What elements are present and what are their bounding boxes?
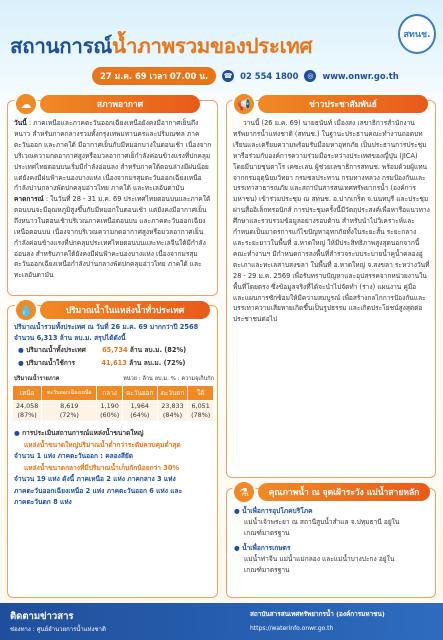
title-highlight: น้ำภาพรวมของประเทศ [112, 34, 313, 58]
row-label: ปริมาณน้ำใช้การ [26, 359, 76, 367]
medium-detail-2: ภาคตะวันออกเฉียงเหนือ 2 แห่ง ภาคตะวันออก 6 แห่ง และ [14, 486, 183, 495]
page-title [10, 30, 350, 63]
header [0, 0, 443, 92]
forecast-text: : ในวันที่ 28 - 31 ม.ค. 69 ประเทศไทยตอนบนและภาคใต้ตอนบนจะมีอุณหภูมิสูงขึ้นกับมีหมอกในตอนเช้า แต่ยังคงมีอากาศเย็นถึงหนาวในตอนเช้าบริเวณภาคเหนือตอนบน และภาคตะวันออกเฉียงเหนือตอนบน เนื่องจากบริเวณความกดอากาศสูงหรือมวลอากาศเย็นกำลังค่อนข้างแรงที่ปกคลุมประเทศไทยตอนบนและทะเลจีนใต้มีกำลังอ่อนลง สำหรับภาคใต้ยังคงมีฝนฟ้าคะนองบางแห่ง เนื่องจากมรสุมตะวันออกเฉียงเหนือกำลังปานกลางพัดปกคลุมอ่าวไทย ภาคใต้ และทะเลอันดามัน [14, 195, 211, 280]
cell-value: 1,964 [130, 402, 149, 410]
footer-org-name: สถาบันสารสนเทศทรัพยากรน้ำ (องค์การมหาชน) [250, 610, 385, 618]
today-label: วันนี้ [14, 119, 27, 127]
phone-number: 02 554 1800 [240, 71, 299, 81]
medium-title: แหล่งน้ำขนาดกลางที่มีปริมาณน้ำเก็บกักน้อยกว่า 30% [24, 463, 180, 472]
col-header: เหนือ [13, 386, 42, 401]
storage-heading: ปริมาณน้ำในแหล่งน้ำทั่วประเทศ [40, 301, 210, 319]
cell-value: 1,190 [100, 402, 119, 410]
logo-text: สทนช. [403, 30, 431, 40]
summary-line-1: ปริมาณน้ำรวมทั้งประเทศ ณ วันที่ 26 ม.ค. 69 มากกว่าปี 2568 [14, 323, 199, 331]
cell-percent: (72%) [59, 411, 79, 419]
table-row [13, 401, 214, 422]
table-cell [13, 401, 42, 422]
weather-heading: สภาพอากาศ [40, 95, 200, 113]
cell-value: 6,051 [191, 402, 210, 410]
storage-summary [14, 322, 214, 344]
cell-value: 8,619 [60, 402, 79, 410]
quality-item-line2: เกณฑ์มาตรฐาน [244, 529, 290, 537]
col-header: ตะวันออก [122, 386, 157, 401]
table-unit: หน่วย : ล้าน ลบ.ม. % : ความจุเก็บกัก [123, 376, 214, 382]
cell-percent: (60%) [100, 411, 120, 419]
row-label: ปริมาณน้ำทั้งประเทศ [26, 346, 86, 354]
globe-icon: ◎ [304, 70, 316, 82]
footer-org-url[interactable]: https://waterinfo.onwr.go.th [250, 625, 334, 632]
row-unit: ล้าน ลบ.ม. (82%) [129, 346, 187, 354]
table-cell [157, 401, 188, 422]
table-caption: ปริมาณน้ำรายภาค [14, 376, 60, 382]
date-badge: 27 ม.ค. 69 เวลา 07.00 น. [92, 67, 216, 85]
quality-item-title [234, 506, 432, 517]
water-drop-icon: 💧 [14, 298, 38, 322]
weather-icon: ☁ [14, 92, 38, 116]
forecast-label: คาดการณ์ [14, 195, 44, 203]
bullet-icon: ● [14, 429, 23, 437]
bullet-icon: ● [234, 544, 243, 552]
water-quality-icon: ⚗ [232, 480, 256, 504]
row-unit: ล้าน ลบ.ม. (72%) [129, 359, 186, 367]
news-heading: ข่าวประชาสัมพันธ์ [258, 95, 428, 113]
cell-percent: (78%) [191, 411, 211, 419]
storage-row-total [18, 345, 214, 356]
footer-contact-title: ติดตามข่าวสาร [10, 611, 74, 622]
cell-value: 24,058 [15, 402, 39, 410]
megaphone-icon: 📢 [232, 92, 256, 116]
quality-item-title [234, 543, 432, 554]
quality-item [234, 506, 432, 539]
large-title: แหล่งน้ำขนาดใหญ่ปริมาณน้ำต่ำกว่าระดับควบคุมต่ำสุด [24, 440, 181, 449]
bullet-icon: ● [18, 359, 27, 367]
table-cell [97, 401, 123, 422]
cell-value: 23,833 [161, 402, 184, 410]
today-text: : ภาคเหนือและภาคตะวันออกเฉียงเหนือยังคงมีอากาศเย็นถึงหนาว สำหรับภาคกลางรวมทั้งกรุงเทพมหานครและปริมณฑล ภาคตะวันออก และภาคใต้ มีอากาศเย็นกับมีหมอกบางในตอนเช้า เนื่องจากบริเวณความกดอากาศสูงหรือมวลอากาศเย็กำลังค่อนข้างแรงที่ปกคลุมประเทศไทยตอนบนเริ่มมีกำลังอ่อนลง สำหรับภาคใต้ตอนล่างมีฝนน้อย แต่ยังคงมีฝนฟ้าคะนองบางแห่ง เนื่องจากมรสุมตะวันออกเฉียงเหนือกำลังปานกลางพัดปกคลุมอ่าวไทย ภาคใต้ และทะเลอันดามัน [14, 119, 212, 193]
table-cell [188, 401, 214, 422]
assessment-title [14, 428, 216, 440]
news-body: วานนี้ (26 ม.ค. 69) นายธนันท์ เมืองสง เลขาธิการสำนักงานทรัพยากรน้ำแห่งชาติ (สทนช.) ในฐานะประธานคณะทำงานถอดบทเรียนและเตรียมความพร้อมรับมือมหาอุทกภัย เป็นประธานการประชุมหารือร่วมกับองค์การความร่วมมือระหว่างประเทศของญี่ปุ่น (JICA) โดยมีนายชุนตาโร เคซะเลน ผู้ช่วยเลขาธิการสทนช. พร้อมด้วยผู้แทนจากกรมอุตุนิยมวิทยา กรมชลประทาน กรมทางหลวง กรมป้องกันและบรรเทาสาธารณภัย และสถาบันสารสนเทศทรัพยากรน้ำ (องค์การมหาชน) เข้าร่วมประชุม ณ สทนช. อ.ปากเกร็ด จ.นนทบุรี และประชุมผ่านสื่ออิเล็กทรอนิกส์ การประชุมครั้งนี้มีวัตถุประสงค์เพื่อหารือแนวทางศึกษาและรวบรวมข้อมูลอย่างรอบด้าน สำหรับนำไปวิเคราะห์และกำหนดเป็นมาตรการแก้ไขปัญหาอุทกภัยทั้งในระยะสั้น ระยะกลาง และระยะยาวในพื้นที่ อ.หาดใหญ่ ให้มีประสิทธิภาพสูงสุดนอกจากนี้ คณะทำงานฯ มีกำหนดการลงพื้นที่สำรวจระบบระบายน้ำคูน้ำคลองอู่ตะเภาและทะเลสาบสงขลา ในพื้นที่ อ.หาดใหญ่ จ.สงขลา ระหว่างวันที่ 28 - 29 ม.ค. 2569 เพื่อรับทราบปัญหาและอุปสรรคจากหน่วยงานในพื้นที่โดยตรง ซึ่งข้อมูลจริงที่ได้จะนำไปจัดทำ (ร่าง) แผนงาน คู่มือ และแผนการซักซ้อมให้มีความสมบูรณ์ เพื่อสร้างกลไกการป้องกันและบรรเทาความเสียหายเกิดขึ้นเป็นรูปธรรม และเกิดประโยชน์สูงสุดต่อประชาชนต่อไป [233, 119, 430, 324]
weather-today [14, 118, 212, 194]
assessment-title-text: การประเมินสถานการณ์แหล่งน้ำขนาดใหญ่ [22, 429, 144, 437]
medium-detail-1: จำนวน 19 แห่ง ดังนี้ ภาคเหนือ 2 แห่ง ภาคกลาง 3 แห่ง [14, 475, 176, 483]
bullet-icon: ● [234, 507, 243, 515]
quality-heading: คุณภาพน้ำ ณ จุดเฝ้าระวัง แม่น้ำสายหลัก [258, 483, 430, 501]
cell-percent: (64%) [130, 411, 150, 419]
weather-forecast [14, 194, 212, 294]
phone-icon: ☎ [223, 72, 233, 80]
quality-item-title-text: น้ำเพื่อการเกษตร [242, 544, 291, 552]
cell-percent: (87%) [17, 411, 37, 419]
col-header: ตะวันออกเฉียงเหนือ [42, 386, 97, 401]
assessment-block [14, 428, 216, 509]
quality-item-line2: เกณฑ์มาตรฐาน [244, 566, 290, 574]
footer-contact-sub: ช่องทาง : ศูนย์อำนวยการน้ำแห่งชาติ [10, 626, 106, 633]
footer [0, 603, 443, 640]
bullet-icon: ● [18, 346, 27, 354]
row-value: 65,734 [102, 346, 128, 354]
storage-row-usable [18, 358, 214, 369]
table-caption-row [14, 374, 214, 385]
col-header: ใต้ [188, 386, 214, 401]
row-value: 41,613 [101, 359, 127, 367]
quality-item-title-text: น้ำเพื่อการอุปโภคบริโภค [242, 507, 313, 515]
region-table [12, 385, 214, 422]
col-header: กลาง [97, 386, 123, 401]
quality-item-line1: แม่น้ำเจ้าพระยา ณ สถานีสูบน้ำสำแล จ.ปทุมธานี อยู่ใน [244, 518, 400, 526]
quality-list [234, 506, 432, 576]
quality-item [234, 543, 432, 576]
medium-detail-3: ภาคตะวันตก 8 แห่ง [14, 498, 72, 506]
large-detail: จำนวน 1 แห่ง ภาคตะวันออก : คลองสียัด [14, 452, 134, 460]
info-bar [92, 67, 399, 85]
website-link[interactable]: www.onwr.go.th [322, 71, 399, 81]
onwr-logo [398, 14, 436, 54]
table-cell [122, 401, 157, 422]
cell-percent: (84%) [162, 411, 183, 419]
table-header-row [13, 386, 214, 401]
col-header: ตะวันตก [157, 386, 188, 401]
table-cell [42, 401, 97, 422]
summary-line-2: จำนวน 6,313 ล้าน ลบ.ม. สรุปได้ดังนี้ [14, 333, 126, 342]
quality-item-line1: แม่น้ำท่าจีน แม่น้ำแม่กลอง และแม่น้ำบางปะกง อยู่ใน [244, 555, 395, 563]
title-prefix: สถานการณ์ [10, 34, 113, 58]
